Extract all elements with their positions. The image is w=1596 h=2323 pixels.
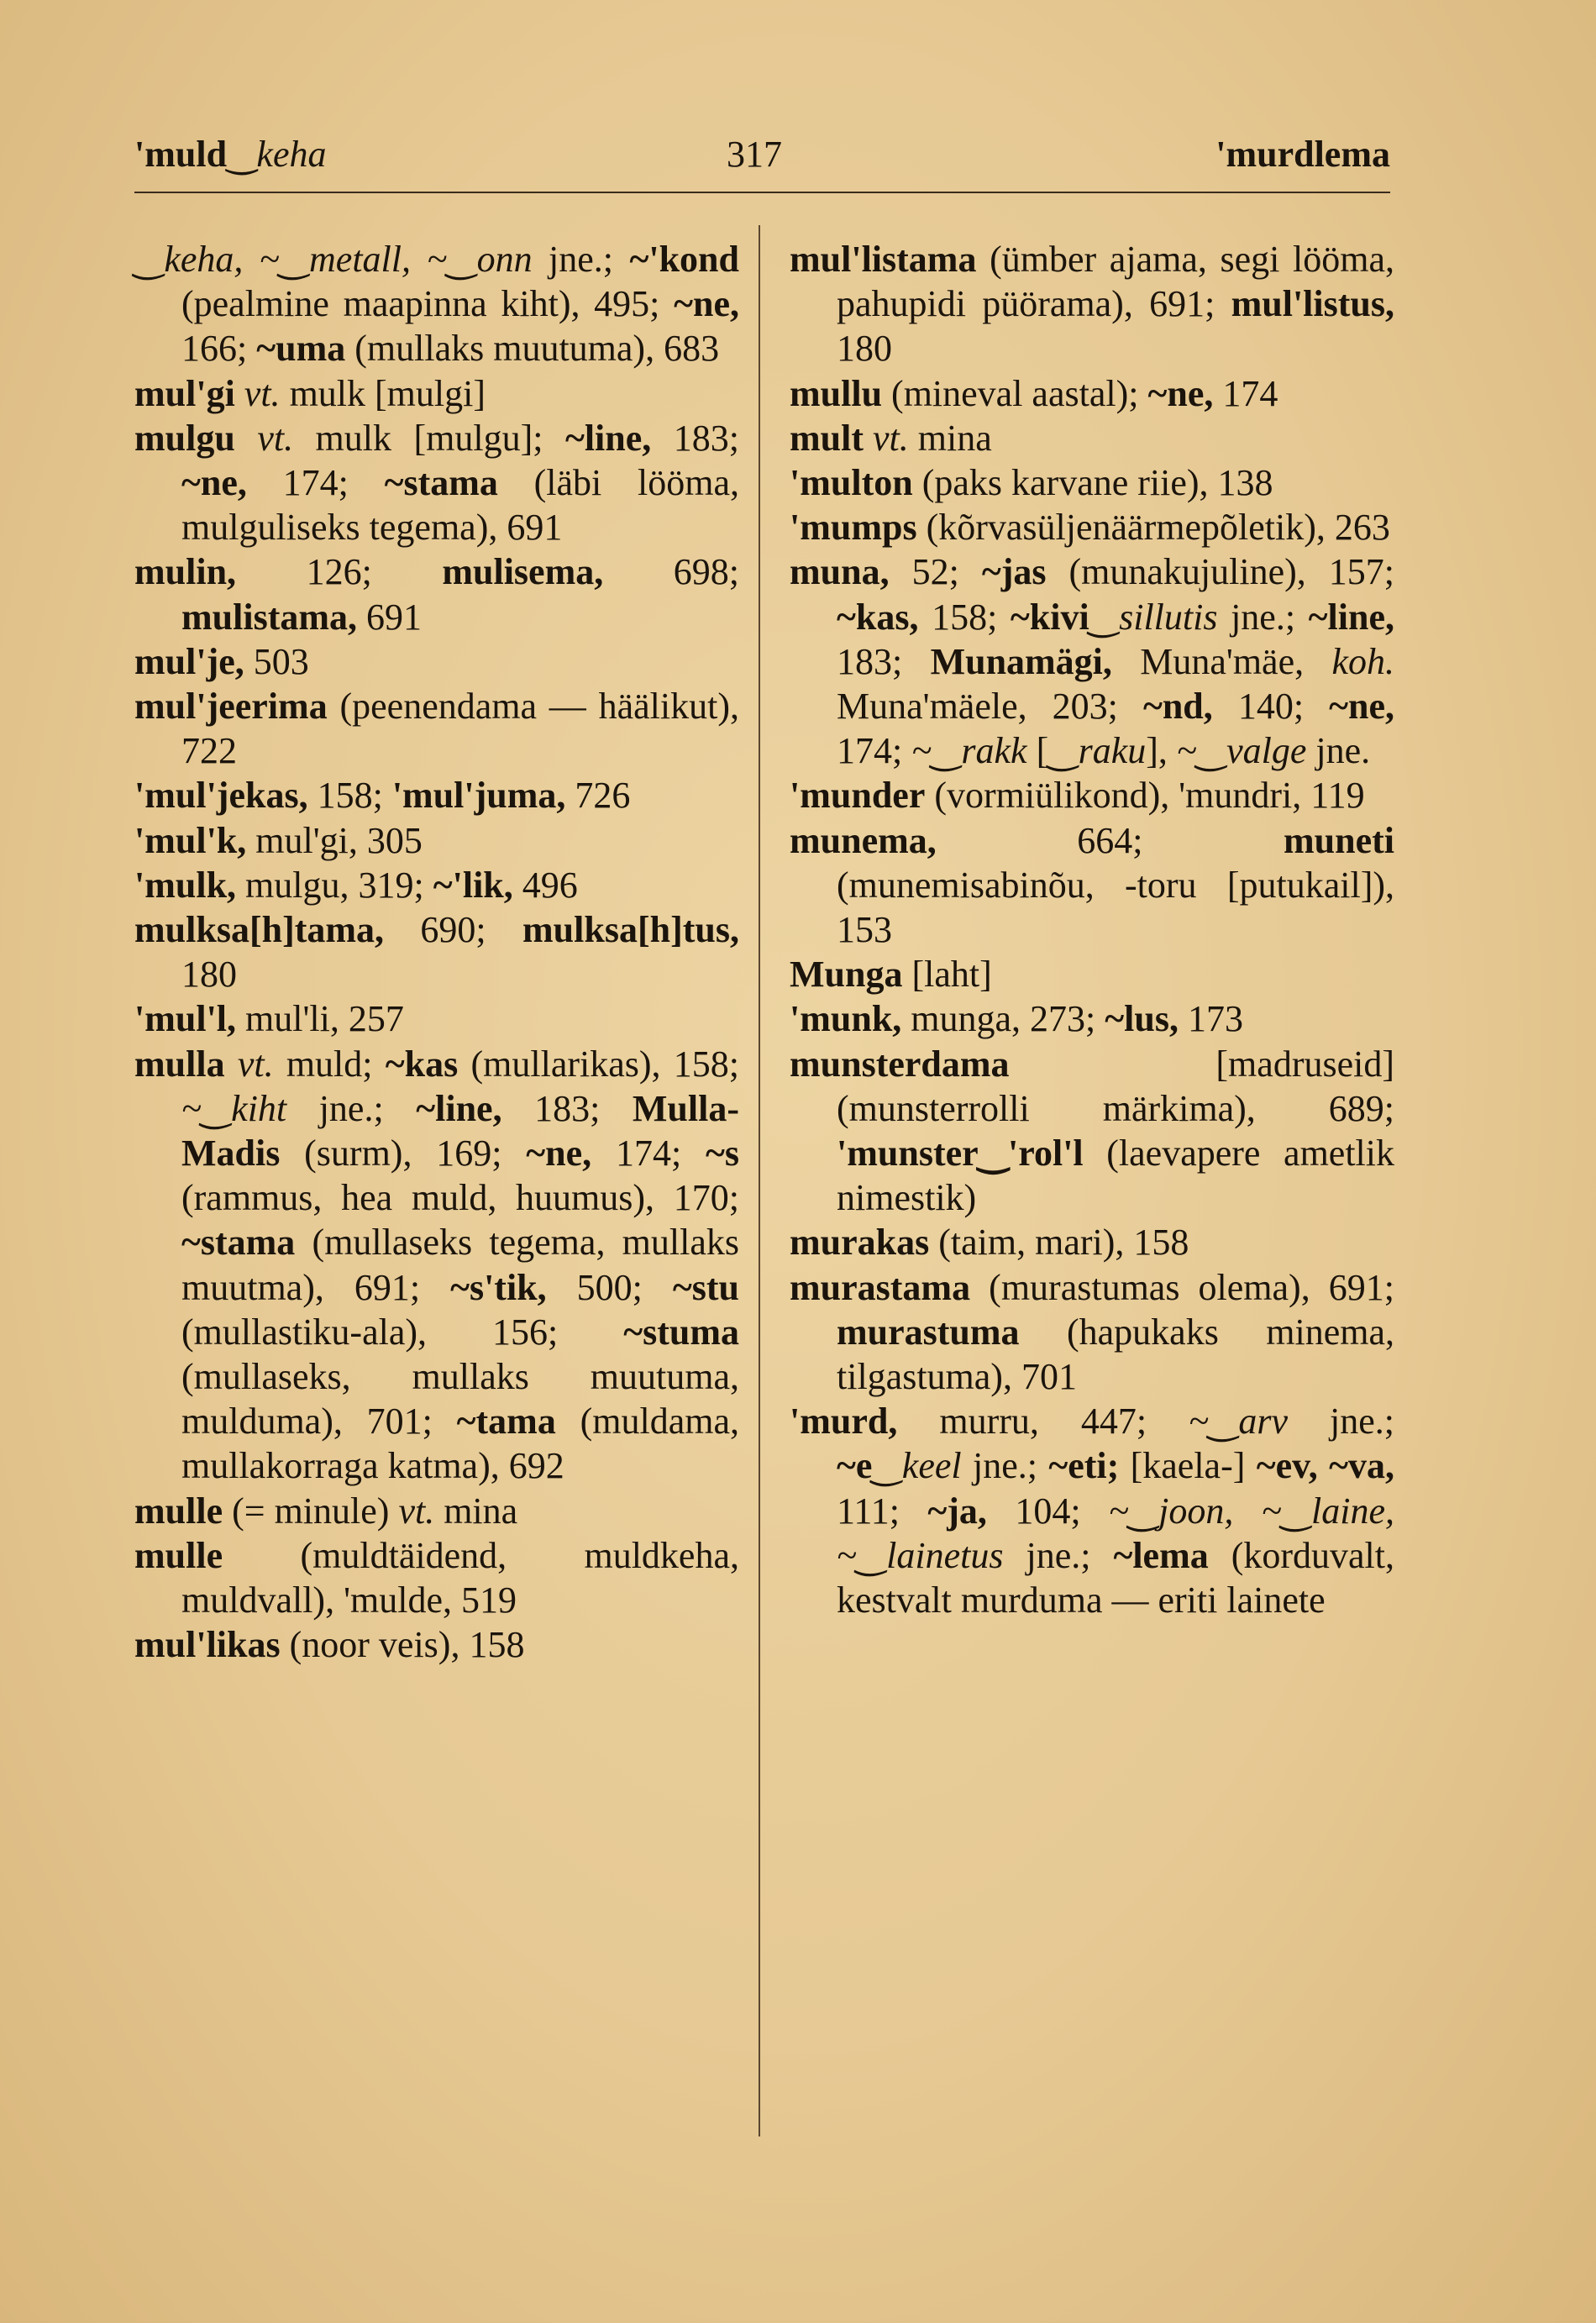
dictionary-entry: mul'jeerima (peenendama — häälikut), 722: [134, 686, 739, 772]
dictionary-entry: 'mul'jekas, 158; 'mul'juma, 726: [134, 775, 631, 817]
dictionary-entry: mult vt. mina: [790, 417, 992, 459]
dictionary-entry: mul'likas (noor veis), 158: [134, 1624, 525, 1666]
right-column: [790, 237, 1394, 1622]
dictionary-entry: mullu (mineval aastal); ~ne, 174: [790, 372, 1278, 414]
dictionary-entry: mulgu vt. mulk [mulgu]; ~line, 183; ~ne, 174; ~stama (läbi lööma, mulguliseks tegema), 691: [134, 417, 739, 549]
dictionary-entry: 'multon (paks karvane riie), 138: [790, 462, 1273, 504]
dictionary-entry: 'murd, murru, 447; ~‿arv jne.; ~e‿keel jne.; ~eti; [kaela-] ~ev, ~va, 111; ~ja, 104; ~‿joon, ~‿laine, ~‿lainetus jne.; ~lema (korduvalt, kestvalt murduma — eriti lainete: [790, 1401, 1394, 1621]
dictionary-entry: 'mumps (kõrvasüljenäärmepõletik), 263: [790, 507, 1390, 549]
column-divider: [759, 225, 760, 2136]
page-header: [134, 126, 1390, 185]
dictionary-entry: mulle (= minule) vt. mina: [134, 1490, 518, 1532]
dictionary-entry: mul'gi vt. mulk [mulgi]: [134, 372, 486, 414]
dictionary-entry: ‿keha, ~‿metall, ~‿onn jne.; ~'kond (pealmine maapinna kiht), 495; ~ne, 166; ~uma (mullaks muutuma), 683: [134, 239, 739, 370]
dictionary-entry: murakas (taim, mari), 158: [790, 1222, 1189, 1264]
dictionary-entry: murastama (murastumas olema), 691; murastuma (hapukaks minema, tilgastuma), 701: [790, 1266, 1394, 1398]
dictionary-entry: 'mul'l, mul'li, 257: [134, 998, 404, 1040]
dictionary-entry: muna, 52; ~jas (munakujuline), 157; ~kas, 158; ~kivi‿sillutis jne.; ~line, 183; Munamägi, Muna'mäe, koh. Muna'mäele, 203; ~nd, 140; ~ne, 174; ~‿rakk [‿raku], ~‿valge jne.: [790, 551, 1394, 772]
dictionary-entry: munema, 664; muneti (munemisabinõu, -toru [putukail]), 153: [790, 819, 1394, 951]
left-column: [134, 237, 739, 1668]
header-right-guideword: 'murdlema: [1215, 134, 1390, 175]
dictionary-entry: Munga [laht]: [790, 954, 992, 996]
dictionary-entry: mul'je, 503: [134, 640, 309, 682]
dictionary-entry: mul'listama (ümber ajama, segi lööma, pahupidi püörama), 691; mul'listus, 180: [790, 239, 1394, 370]
dictionary-entry: 'munk, munga, 273; ~lus, 173: [790, 998, 1243, 1040]
dictionary-entry: mulla vt. muld; ~kas (mullarikas), 158; ~‿kiht jne.; ~line, 183; Mulla-Madis (surm), 169; ~ne, 174; ~s (rammus, hea muld, huumus), 170; ~stama (mullaseks tegema, mullaks muutma), 691; ~s'tik, 500; ~stu (mullastiku-ala), 156; ~stuma (mullaseks, mullaks muutuma, mulduma), 701; ~tama (muldama, mullakorraga katma), 692: [134, 1043, 739, 1487]
dictionary-entry: mulksa[h]tama, 690; mulksa[h]tus, 180: [134, 909, 739, 996]
dictionary-entry: 'munder (vormiülikond), 'mundri, 119: [790, 775, 1365, 817]
dictionary-entry: munsterdama [madruseid] (munsterrolli märkima), 689; 'munster‿'rol'l (laevapere ametlik nimestik): [790, 1043, 1394, 1219]
page-number: 317: [727, 134, 782, 175]
dictionary-entry: mulle (muldtäidend, muldkeha, muldvall), 'mulde, 519: [134, 1534, 739, 1621]
header-left-guideword: 'muld‿keha: [134, 134, 327, 175]
dictionary-entry: 'mulk, mulgu, 319; ~'lik, 496: [134, 864, 578, 906]
dictionary-entry: mulin, 126; mulisema, 698; mulistama, 691: [134, 551, 739, 638]
header-rule: [134, 192, 1390, 193]
dictionary-entry: 'mul'k, mul'gi, 305: [134, 819, 423, 861]
